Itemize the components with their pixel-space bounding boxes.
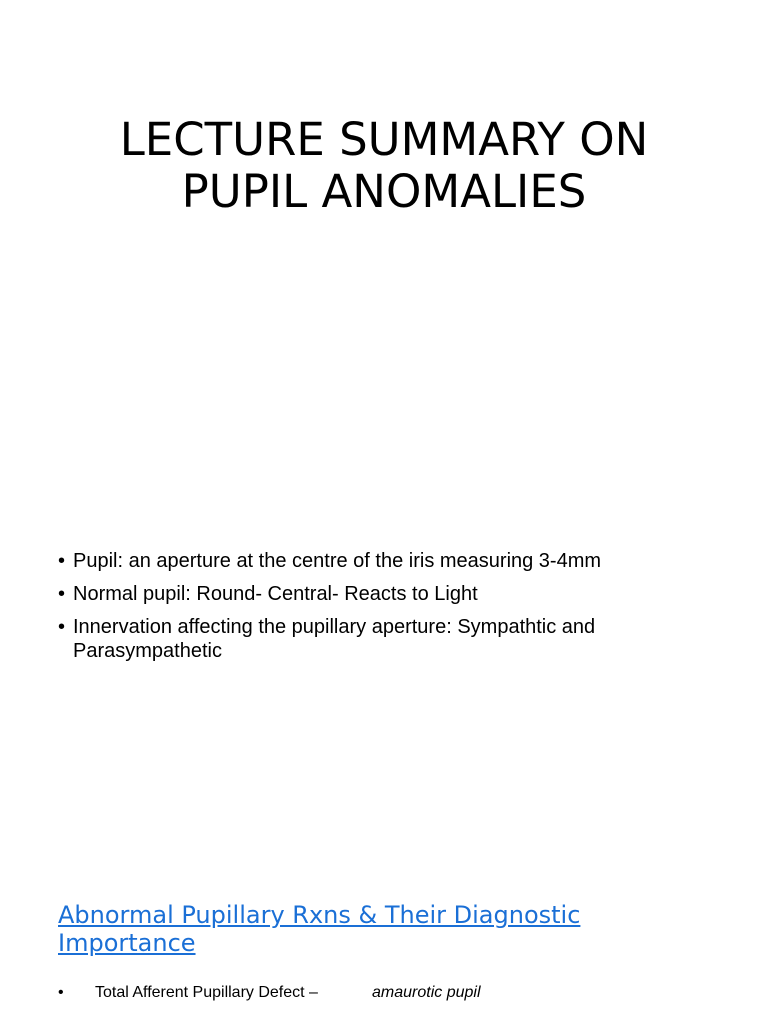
list-item-text: Pupil: an aperture at the centre of the iris measuring 3-4mm xyxy=(73,550,602,572)
list-item xyxy=(58,582,698,606)
bullet-icon: • xyxy=(58,984,64,1001)
list-item-text: Innervation affecting the pupillary aperture: Sympathtic and Parasympathetic xyxy=(73,616,596,662)
bullet-icon: • xyxy=(58,583,66,605)
bullet-icon: • xyxy=(58,616,66,638)
list-item-text: Normal pupil: Round- Central- Reacts to Light xyxy=(73,583,478,605)
list-item xyxy=(58,549,698,573)
list-item-term: amaurotic pupil xyxy=(372,984,481,1001)
bullet-icon: • xyxy=(58,550,66,572)
list-item xyxy=(58,615,698,663)
page-title xyxy=(40,114,728,218)
title-line-1: LECTURE SUMMARY ON xyxy=(119,113,649,166)
section-heading-link[interactable]: Abnormal Pupillary Rxns & Their Diagnostic Importance xyxy=(58,901,581,957)
title-line-2: PUPIL ANOMALIES xyxy=(181,165,587,218)
summary-bullet-list xyxy=(58,549,698,672)
list-item-label: Total Afferent Pupillary Defect – xyxy=(95,984,318,1001)
